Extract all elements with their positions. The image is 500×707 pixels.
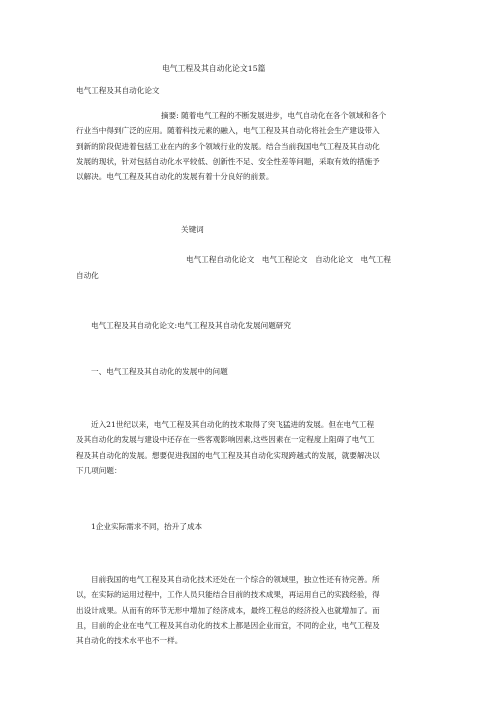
document-title: 电气工程及其自动化论文15篇 bbox=[162, 64, 266, 73]
section-title: 电气工程及其自动化论文:电气工程及其自动化发展问题研究 bbox=[91, 321, 291, 330]
abstract-line: 发展的现状，针对包括自动化水平较低、创新性不足、安全性差等问题，采取有效的措施予 bbox=[76, 156, 380, 166]
paragraph-line: 及其自动化的发展与建设中还存在一些客观影响因素,这些因素在一定程度上阻碍了电气工 bbox=[76, 435, 375, 445]
document-subtitle: 电气工程及其自动化论文 bbox=[76, 86, 160, 95]
paragraph-line: 下几项问题： bbox=[76, 465, 122, 475]
paragraph-line: 目前我国的电气工程及其自动化技术还处在一个综合的领域里，独立性还有待完善。所 bbox=[91, 575, 380, 584]
paragraph-line: 其自动化的技术水平也不一样。 bbox=[76, 636, 183, 646]
paragraph-line: 以，在实际的运用过程中，工作人员只能结合目前的技术成果，再运用自己的实践经验，得 bbox=[76, 590, 380, 600]
heading-cost: 1企业实际需求不同，抬升了成本 bbox=[91, 522, 203, 531]
paragraph-intro bbox=[76, 417, 426, 478]
paragraph-cost bbox=[76, 572, 426, 648]
abstract-line: 以解决。电气工程及其自动化的发展有着十分良好的前景。 bbox=[76, 172, 274, 182]
paragraph-line: 程及其自动化的发展。想要促进我国的电气工程及其自动化实现跨越式的发展，就要解决以 bbox=[76, 450, 380, 460]
paragraph-line: 出设计成果。从而有的环节无形中增加了经济成本，最终工程总的经济投入也就增加了。而 bbox=[76, 605, 380, 615]
abstract-line: 行业当中得到广泛的应用。随着科技元素的融入，电气工程及其自动化将社会生产建设带入 bbox=[76, 126, 380, 136]
abstract bbox=[76, 108, 426, 184]
abstract-line: 到新的阶段促进着包括工业在内的多个领域行业的发展。结合当前我国电气工程及其自动化 bbox=[76, 141, 380, 151]
keywords-list: 电气工程自动化论文 电气工程论文 自动化论文 电气工程 bbox=[186, 255, 392, 264]
paragraph-line: 近入21世纪以来，电气工程及其自动化的技术取得了突飞猛进的发展。但在电气工程 bbox=[91, 420, 375, 429]
heading-problems: 一、电气工程及其自动化的发展中的问题 bbox=[91, 367, 228, 376]
keywords-list-continued: 自动化 bbox=[76, 271, 99, 280]
abstract-line: 摘要: 随着电气工程的不断发展进步，电气自动化在各个领域和各个 bbox=[161, 111, 387, 120]
paragraph-line: 且，目前的企业在电气工程及其自动化的技术上都是因企业而宜，不同的企业，电气工程及 bbox=[76, 620, 380, 630]
keywords-label: 关键词 bbox=[181, 225, 204, 234]
